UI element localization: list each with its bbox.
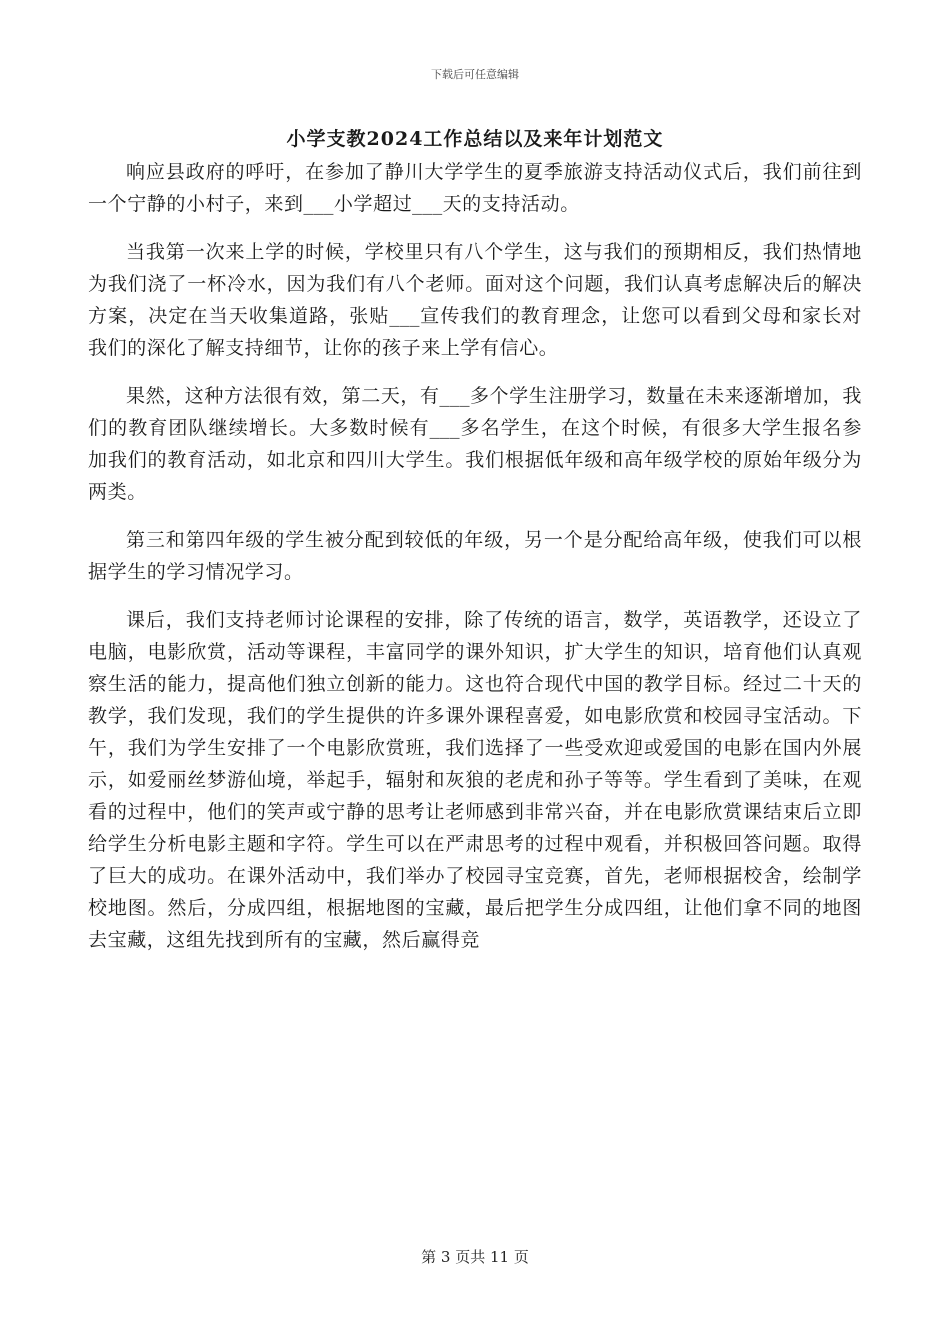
paragraph: 当我第一次来上学的时候，学校里只有八个学生，这与我们的预期相反，我们热情地为我们浇了一杯冷水，因为我们有八个老师。面对这个问题，我们认真考虑解决后的解决方案，决定在当天收集道路，张贴___宣传我们的教育理念，让您可以看到父母和家长对我们的深化了解支持细节，让你的孩子来上学有信心。 bbox=[88, 241, 862, 359]
paragraph: 第三和第四年级的学生被分配到较低的年级，另一个是分配给高年级，使我们可以根据学生的学习情况学习。 bbox=[88, 529, 862, 583]
paragraph: 果然，这种方法很有效，第二天，有___多个学生注册学习，数量在未来逐渐增加，我们的教育团队继续增长。大多数时候有___多名学生，在这个时候，有很多大学生报名参加我们的教育活动，如北京和四川大学生。我们根据低年级和高年级学校的原始年级分为两类。 bbox=[88, 385, 862, 503]
paragraph: 课后，我们支持老师讨论课程的安排，除了传统的语言，数学，英语教学，还设立了电脑，电影欣赏，活动等课程，丰富同学的课外知识，扩大学生的知识，培育他们认真观察生活的能力，提高他们独立创新的能力。这也符合现代中国的教学目标。经过二十天的教学，我们发现，我们的学生提供的许多课外课程喜爱，如电影欣赏和校园寻宝活动。下午，我们为学生安排了一个电影欣赏班，我们选择了一些受欢迎或爱国的电影在国内外展示，如爱丽丝梦游仙境，举起手，辐射和灰狼的老虎和孙子等等。学生看到了美味，在观看的过程中，他们的笑声或宁静的思考让老师感到非常兴奋，并在电影欣赏课结束后立即给学生分析电影主题和字符。学生可以在严肃思考的过程中观看，并积极回答问题。取得了巨大的成功。在课外活动中，我们举办了校园寻宝竞赛，首先，老师根据校舍，绘制学校地图。然后，分成四组，根据地图的宝藏，最后把学生分成四组，让他们拿不同的地图去宝藏，这组先找到所有的宝藏，然后赢得竞 bbox=[88, 609, 862, 951]
header-note: 下载后可任意编辑 bbox=[431, 68, 519, 81]
document-body bbox=[88, 156, 862, 956]
page-number-footer: 第 3 页共 11 页 bbox=[421, 1248, 529, 1266]
document-title: 小学支教2024工作总结以及来年计划范文 bbox=[286, 128, 664, 150]
paragraph: 响应县政府的呼吁，在参加了静川大学学生的夏季旅游支持活动仪式后，我们前往到一个宁静的小村子，来到___小学超过___天的支持活动。 bbox=[88, 161, 862, 215]
